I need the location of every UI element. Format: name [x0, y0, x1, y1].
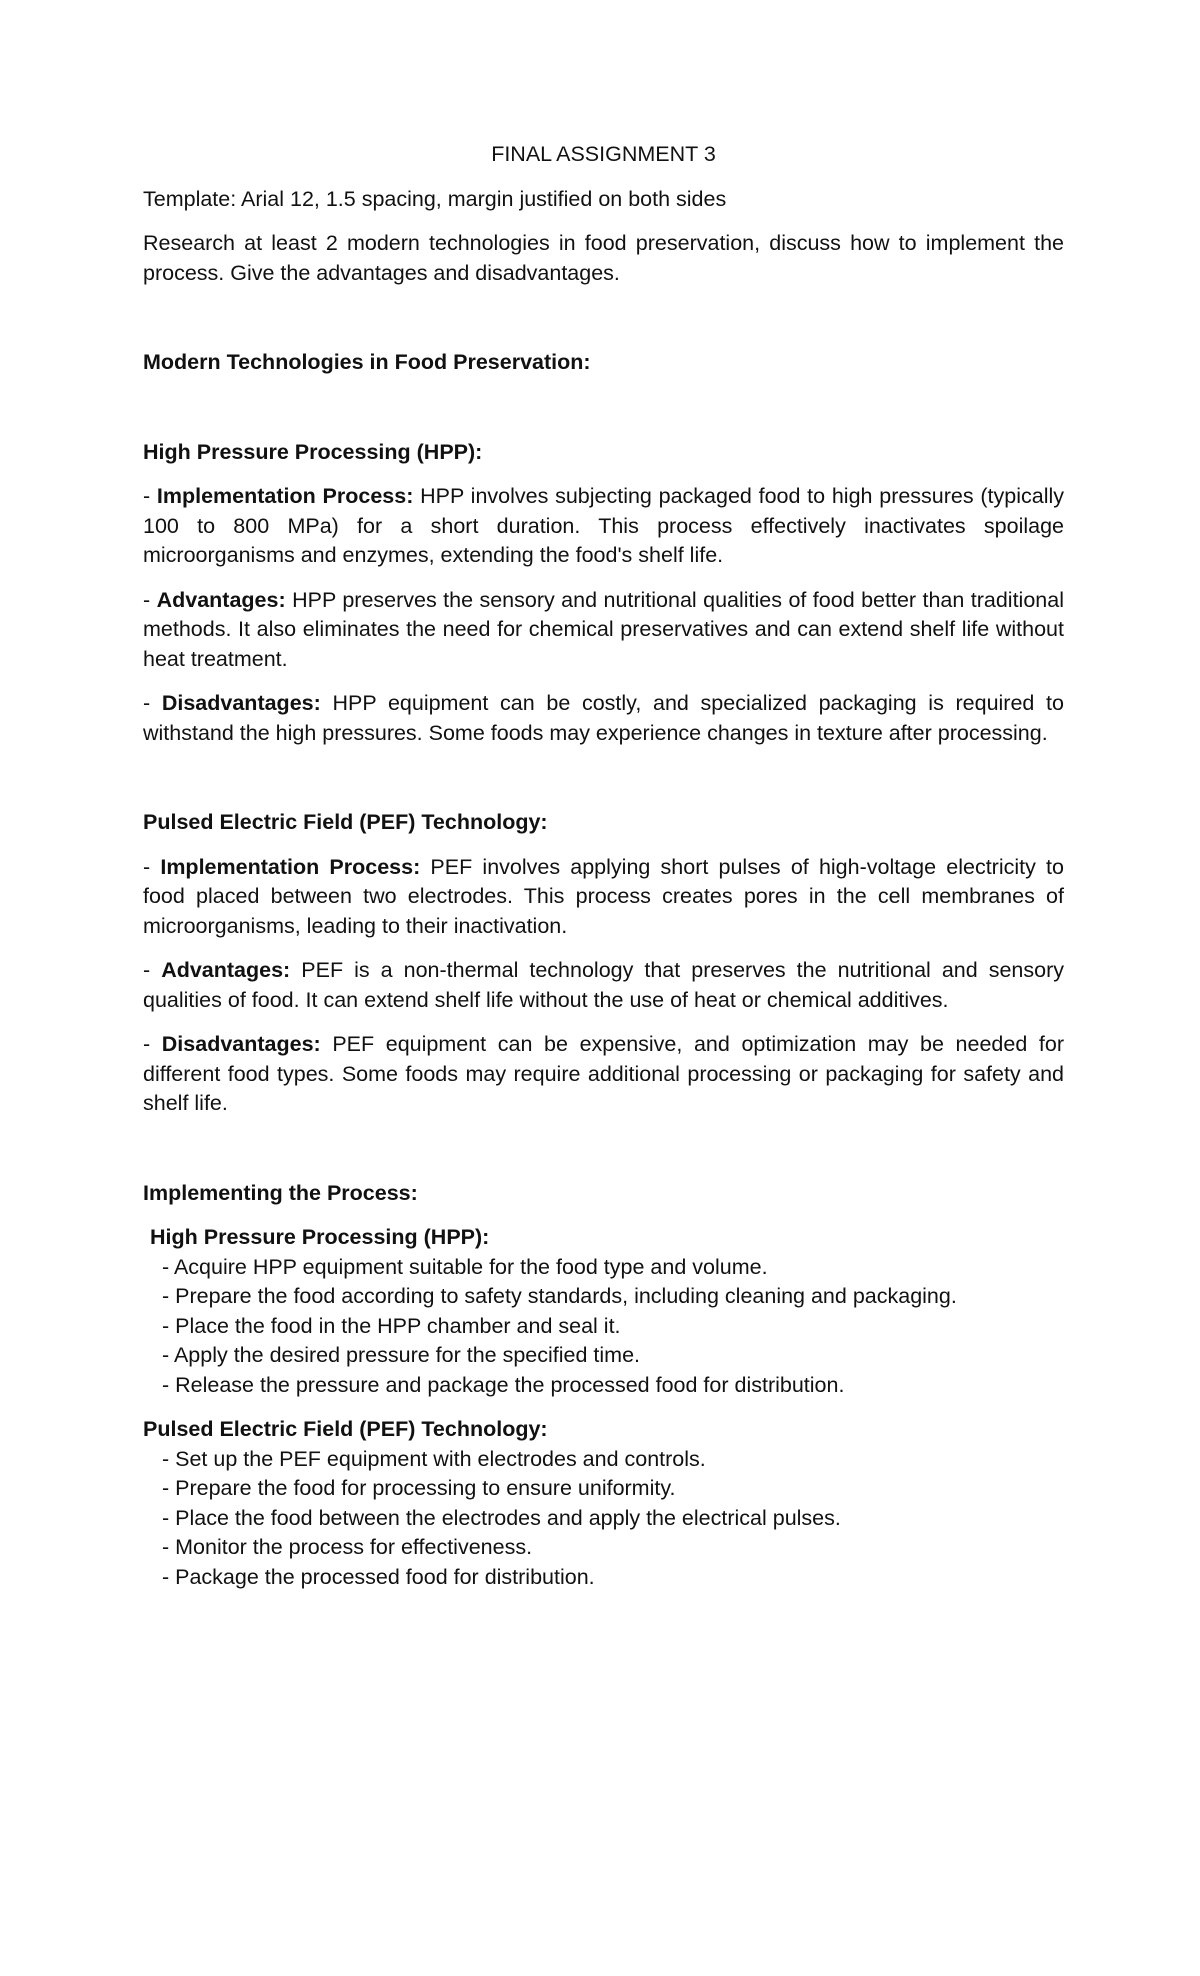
implementing-hpp-heading: High Pressure Processing (HPP):: [150, 1225, 490, 1249]
hpp-step: - Prepare the food according to safety standards, including cleaning and packaging.: [162, 1284, 957, 1308]
main-heading: Modern Technologies in Food Preservation:: [143, 350, 591, 374]
hpp-step: - Apply the desired pressure for the specified time.: [162, 1343, 641, 1367]
hpp-heading: High Pressure Processing (HPP):: [143, 439, 483, 464]
template-note: Template: Arial 12, 1.5 spacing, margin justified on both sides: [143, 186, 727, 211]
hpp-disadvantages: - Disadvantages: HPP equipment can be costly, and specialized packaging is required to withstand the high pressures. Some foods may experience changes in texture after processing.: [143, 691, 1064, 745]
implementing-heading: Implementing the Process:: [143, 1180, 418, 1205]
assignment-instructions: Research at least 2 modern technologies in food preservation, discuss how to implement the process. Give the advantages and disadvantages.: [143, 231, 1064, 285]
pef-disadvantages-text: PEF equipment can be expensive, and optimization may be needed for different food types. Some foods may require additional processing or packaging for safety and shelf life.: [143, 1032, 1064, 1115]
hpp-implementation-label: Implementation Process:: [156, 484, 414, 508]
hpp-disadvantages-text: HPP equipment can be costly, and specialized packaging is required to withstand the high pressures. Some foods may experience changes in texture after processing.: [143, 691, 1064, 745]
hpp-step: - Place the food in the HPP chamber and seal it.: [162, 1313, 621, 1338]
pef-advantages-label: Advantages:: [161, 958, 291, 982]
pef-advantages-text: PEF is a non-thermal technology that preserves the nutritional and sensory qualities of food. It can extend shelf life without the use of heat or chemical additives.: [143, 958, 1064, 1012]
pef-step: - Package the processed food for distribution.: [162, 1564, 595, 1589]
pef-disadvantages: - Disadvantages: PEF equipment can be expensive, and optimization may be needed for different food types. Some foods may require additional processing or packaging for safety and shelf life.: [143, 1032, 1064, 1115]
pef-step: - Monitor the process for effectiveness.: [162, 1535, 533, 1559]
pef-step: - Set up the PEF equipment with electrodes and controls.: [162, 1446, 706, 1471]
hpp-advantages: - Advantages: HPP preserves the sensory and nutritional qualities of food better than traditional methods. It also eliminates the need for chemical preservatives and can extend shelf life without heat treatment.: [143, 587, 1064, 671]
pef-step: - Place the food between the electrodes and apply the electrical pulses.: [162, 1505, 841, 1530]
pef-step: - Prepare the food for processing to ensure uniformity.: [162, 1476, 676, 1500]
hpp-advantages-label: Advantages:: [156, 587, 286, 612]
pef-disadvantages-label: Disadvantages:: [161, 1032, 321, 1056]
hpp-implementation-text: HPP involves subjecting packaged food to high pressures (typically 100 to 800 MPa) for a short duration. This process effectively inactivates spoilage microorganisms and enzymes, extending the food's shelf life.: [143, 484, 1064, 567]
pef-heading: Pulsed Electric Field (PEF) Technology:: [143, 810, 548, 834]
hpp-disadvantages-label: Disadvantages:: [161, 691, 321, 715]
implementing-pef-heading: Pulsed Electric Field (PEF) Technology:: [143, 1417, 548, 1441]
document-page: [143, 140, 1064, 1592]
hpp-advantages-text: HPP preserves the sensory and nutritional qualities of food better than traditional methods. It also eliminates the need for chemical preservatives and can extend shelf life without heat treatment.: [143, 587, 1064, 671]
pef-implementation: - Implementation Process: PEF involves applying short pulses of high-voltage electricity to food placed between two electrodes. This process creates pores in the cell membranes of microorganisms, leading to their inactivation.: [143, 854, 1064, 938]
pef-implementation-text: PEF involves applying short pulses of high-voltage electricity to food placed between two electrodes. This process creates pores in the cell membranes of microorganisms, leading to their inactivation.: [143, 854, 1064, 938]
pef-implementation-label: Implementation Process:: [160, 854, 421, 879]
pef-advantages: - Advantages: PEF is a non-thermal technology that preserves the nutritional and sensory qualities of food. It can extend shelf life without the use of heat or chemical additives.: [143, 958, 1064, 1012]
hpp-step: - Acquire HPP equipment suitable for the food type and volume.: [162, 1254, 768, 1279]
hpp-implementation: - Implementation Process: HPP involves subjecting packaged food to high pressures (typically 100 to 800 MPa) for a short duration. This process effectively inactivates spoilage microorganisms and enzymes, extending the food's shelf life.: [143, 484, 1064, 567]
document-title: FINAL ASSIGNMENT 3: [491, 142, 716, 166]
hpp-step: - Release the pressure and package the processed food for distribution.: [162, 1372, 845, 1397]
